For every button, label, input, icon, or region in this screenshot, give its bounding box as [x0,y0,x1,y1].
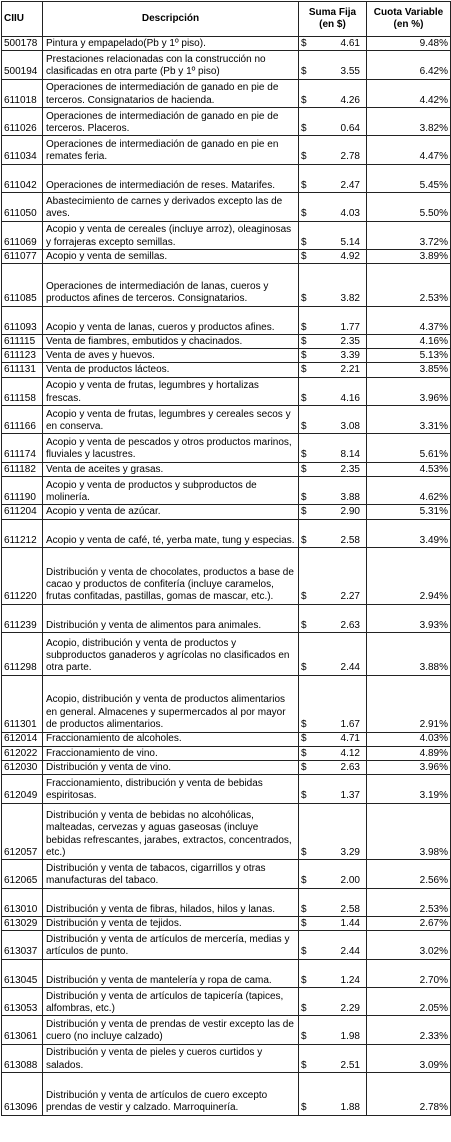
currency-symbol-cell: $ [299,249,317,263]
suma-fija-cell: 2.35 [317,462,367,476]
cuota-variable-cell: 2.70% [367,959,451,987]
suma-fija-cell: 2.90 [317,505,367,519]
suma-fija-cell: 2.27 [317,547,367,604]
currency-symbol-cell: $ [299,363,317,377]
cuota-variable-cell: 2.91% [367,675,451,732]
ciiu-code-cell: 611131 [2,363,43,377]
tariff-table-container [1,1,450,1116]
suma-fija-cell: 1.77 [317,306,367,334]
cuota-variable-cell: 6.42% [367,51,451,79]
currency-symbol-cell: $ [299,959,317,987]
table-row [2,37,451,51]
table-row [2,519,451,547]
table-row [2,335,451,349]
ciiu-code-cell: 611093 [2,306,43,334]
suma-fija-cell: 0.64 [317,107,367,135]
ciiu-code-cell: 611026 [2,107,43,135]
description-cell: Acopio y venta de lanas, cueros y productos afines. [43,306,299,334]
cuota-variable-cell: 5.45% [367,164,451,192]
currency-symbol-cell: $ [299,547,317,604]
currency-symbol-cell: $ [299,136,317,164]
suma-fija-cell: 1.88 [317,1073,367,1116]
description-cell: Operaciones de intermediación de ganado en pie en remates feria. [43,136,299,164]
cuota-variable-cell: 2.53% [367,888,451,916]
suma-fija-cell: 8.14 [317,434,367,462]
cuota-variable-cell: 3.85% [367,363,451,377]
currency-symbol-cell: $ [299,519,317,547]
cuota-variable-cell: 3.96% [367,377,451,405]
ciiu-code-cell: 613096 [2,1073,43,1116]
ciiu-code-cell: 613045 [2,959,43,987]
description-cell: Abastecimiento de carnes y derivados excepto las de aves. [43,193,299,221]
ciiu-code-cell: 611123 [2,349,43,363]
table-row [2,51,451,79]
cuota-variable-cell: 3.93% [367,604,451,632]
description-cell: Distribución y venta de vino. [43,760,299,774]
suma-fija-cell: 1.24 [317,959,367,987]
cuota-variable-cell: 5.50% [367,193,451,221]
cuota-variable-cell: 3.19% [367,775,451,803]
table-row [2,1044,451,1072]
table-row [2,803,451,860]
suma-fija-cell: 1.44 [317,917,367,931]
ciiu-code-cell: 613053 [2,988,43,1016]
ciiu-code-cell: 612022 [2,746,43,760]
cuota-variable-cell: 4.62% [367,477,451,505]
table-row [2,604,451,632]
description-cell: Venta de fiambres, embutidos y chacinados. [43,335,299,349]
table-row [2,363,451,377]
table-row [2,1073,451,1116]
table-row [2,477,451,505]
description-cell: Venta de aceites y grasas. [43,462,299,476]
ciiu-code-cell: 612057 [2,803,43,860]
description-cell: Acopio y venta de cereales (incluye arroz), oleaginosas y forrajeras excepto semillas. [43,221,299,249]
description-cell: Venta de aves y huevos. [43,349,299,363]
description-cell: Distribución y venta de chocolates, productos a base de cacao y productos de confitería (incluye caramelos, frutas confitadas, pastillas, gomas de mascar, etc.). [43,547,299,604]
ciiu-code-cell: 611069 [2,221,43,249]
description-cell: Distribución y venta de tabacos, cigarrillos y otras manufacturas del tabaco. [43,860,299,888]
header-suma-fija: Suma Fija (en $) [299,2,367,37]
table-row [2,434,451,462]
table-row [2,888,451,916]
description-cell: Operaciones de intermediación de ganado en pie de terceros. Placeros. [43,107,299,135]
header-row [2,2,451,37]
cuota-variable-cell: 5.13% [367,349,451,363]
table-row [2,746,451,760]
cuota-variable-cell: 3.82% [367,107,451,135]
table-row [2,136,451,164]
description-cell: Acopio, distribución y venta de productos alimentarios en general. Almacenes y supermercados al por mayor de productos alimentarios. [43,675,299,732]
description-cell: Operaciones de intermediación de lanas, cueros y productos afines de terceros. Consignatarios. [43,264,299,307]
description-cell: Acopio y venta de productos y subproductos de molinería. [43,477,299,505]
suma-fija-cell: 2.21 [317,363,367,377]
cuota-variable-cell: 3.89% [367,249,451,263]
table-row [2,107,451,135]
suma-fija-cell: 4.26 [317,79,367,107]
ciiu-code-cell: 611034 [2,136,43,164]
currency-symbol-cell: $ [299,335,317,349]
description-cell: Distribución y venta de artículos de mercería, medias y artículos de punto. [43,931,299,959]
description-cell: Distribución y venta de bebidas no alcohólicas, malteadas, cervezas y aguas gaseosas (incluye bebidas refrescantes, jarabes, extractos, concentrados, etc.) [43,803,299,860]
table-row [2,675,451,732]
suma-fija-cell: 4.61 [317,37,367,51]
ciiu-code-cell: 611115 [2,335,43,349]
suma-fija-cell: 4.71 [317,732,367,746]
currency-symbol-cell: $ [299,675,317,732]
ciiu-code-cell: 611166 [2,406,43,434]
description-cell: Distribución y venta de pieles y cueros curtidos y salados. [43,1044,299,1072]
table-row [2,349,451,363]
ciiu-code-cell: 613010 [2,888,43,916]
cuota-variable-cell: 3.96% [367,760,451,774]
suma-fija-cell: 2.51 [317,1044,367,1072]
description-cell: Acopio y venta de azúcar. [43,505,299,519]
ciiu-code-cell: 613037 [2,931,43,959]
suma-fija-cell: 2.78 [317,136,367,164]
suma-fija-cell: 3.55 [317,51,367,79]
cuota-variable-cell: 9.48% [367,37,451,51]
currency-symbol-cell: $ [299,264,317,307]
description-cell: Distribución y venta de mantelería y ropa de cama. [43,959,299,987]
table-row [2,775,451,803]
ciiu-code-cell: 611050 [2,193,43,221]
table-row [2,264,451,307]
suma-fija-cell: 2.44 [317,633,367,676]
description-cell: Fraccionamiento de alcoholes. [43,732,299,746]
header-cuota-variable: Cuota Variable (en %) [367,2,451,37]
description-cell: Acopio, distribución y venta de productos y subproductos ganaderos y agrícolas no clasificados en otra parte. [43,633,299,676]
cuota-variable-cell: 3.72% [367,221,451,249]
ciiu-code-cell: 612049 [2,775,43,803]
cuota-variable-cell: 4.37% [367,306,451,334]
table-row [2,406,451,434]
currency-symbol-cell: $ [299,349,317,363]
currency-symbol-cell: $ [299,193,317,221]
currency-symbol-cell: $ [299,164,317,192]
currency-symbol-cell: $ [299,860,317,888]
table-row [2,860,451,888]
description-cell: Acopio y venta de pescados y otros productos marinos, fluviales y lacustres. [43,434,299,462]
description-cell: Acopio y venta de semillas. [43,249,299,263]
header-descripcion: Descripción [43,2,299,37]
description-cell: Distribución y venta de tejidos. [43,917,299,931]
cuota-variable-cell: 3.98% [367,803,451,860]
ciiu-code-cell: 611158 [2,377,43,405]
ciiu-code-cell: 611182 [2,462,43,476]
currency-symbol-cell: $ [299,803,317,860]
ciiu-code-cell: 613088 [2,1044,43,1072]
cuota-variable-cell: 2.05% [367,988,451,1016]
ciiu-code-cell: 613061 [2,1016,43,1044]
table-row [2,917,451,931]
ciiu-code-cell: 611042 [2,164,43,192]
suma-fija-cell: 4.03 [317,193,367,221]
cuota-variable-cell: 2.56% [367,860,451,888]
currency-symbol-cell: $ [299,79,317,107]
cuota-variable-cell: 2.94% [367,547,451,604]
currency-symbol-cell: $ [299,633,317,676]
cuota-variable-cell: 3.31% [367,406,451,434]
suma-fija-cell: 3.39 [317,349,367,363]
currency-symbol-cell: $ [299,107,317,135]
table-row [2,462,451,476]
description-cell: Distribución y venta de prendas de vestir excepto las de cuero (no incluye calzado) [43,1016,299,1044]
cuota-variable-cell: 3.02% [367,931,451,959]
currency-symbol-cell: $ [299,51,317,79]
cuota-variable-cell: 2.78% [367,1073,451,1116]
description-cell: Acopio y venta de café, té, yerba mate, tung y especias. [43,519,299,547]
suma-fija-cell: 2.29 [317,988,367,1016]
description-cell: Pintura y empapelado(Pb y 1º piso). [43,37,299,51]
ciiu-code-cell: 612065 [2,860,43,888]
table-row [2,377,451,405]
suma-fija-cell: 2.58 [317,519,367,547]
suma-fija-cell: 2.00 [317,860,367,888]
currency-symbol-cell: $ [299,306,317,334]
ciiu-code-cell: 612014 [2,732,43,746]
suma-fija-cell: 2.44 [317,931,367,959]
currency-symbol-cell: $ [299,1044,317,1072]
ciiu-code-cell: 611077 [2,249,43,263]
table-row [2,193,451,221]
header-ciiu: CIIU [2,2,43,37]
suma-fija-cell: 2.63 [317,760,367,774]
currency-symbol-cell: $ [299,604,317,632]
currency-symbol-cell: $ [299,917,317,931]
suma-fija-cell: 4.12 [317,746,367,760]
currency-symbol-cell: $ [299,931,317,959]
table-row [2,547,451,604]
cuota-variable-cell: 3.49% [367,519,451,547]
table-row [2,732,451,746]
suma-fija-cell: 1.67 [317,675,367,732]
ciiu-code-cell: 611018 [2,79,43,107]
currency-symbol-cell: $ [299,888,317,916]
currency-symbol-cell: $ [299,221,317,249]
ciiu-code-cell: 611301 [2,675,43,732]
cuota-variable-cell: 4.16% [367,335,451,349]
ciiu-code-cell: 611204 [2,505,43,519]
ciiu-code-cell: 612030 [2,760,43,774]
currency-symbol-cell: $ [299,760,317,774]
table-row [2,505,451,519]
currency-symbol-cell: $ [299,1073,317,1116]
table-row [2,931,451,959]
currency-symbol-cell: $ [299,732,317,746]
table-row [2,988,451,1016]
description-cell: Distribución y venta de artículos de cuero excepto prendas de vestir y calzado. Marroquinería. [43,1073,299,1116]
suma-fija-cell: 1.98 [317,1016,367,1044]
description-cell: Acopio y venta de frutas, legumbres y cereales secos y en conserva. [43,406,299,434]
description-cell: Venta de productos lácteos. [43,363,299,377]
suma-fija-cell: 1.37 [317,775,367,803]
cuota-variable-cell: 4.47% [367,136,451,164]
table-row [2,306,451,334]
description-cell: Distribución y venta de artículos de tapicería (tapices, alfombras, etc.) [43,988,299,1016]
cuota-variable-cell: 4.03% [367,732,451,746]
cuota-variable-cell: 2.53% [367,264,451,307]
suma-fija-cell: 3.08 [317,406,367,434]
description-cell: Distribución y venta de fibras, hilados, hilos y lanas. [43,888,299,916]
suma-fija-cell: 4.16 [317,377,367,405]
cuota-variable-cell: 5.31% [367,505,451,519]
ciiu-code-cell: 611174 [2,434,43,462]
currency-symbol-cell: $ [299,37,317,51]
ciiu-code-cell: 611190 [2,477,43,505]
description-cell: Prestaciones relacionadas con la construcción no clasificadas en otra parte (Pb y 1º piso) [43,51,299,79]
currency-symbol-cell: $ [299,505,317,519]
cuota-variable-cell: 4.42% [367,79,451,107]
cuota-variable-cell: 3.88% [367,633,451,676]
description-cell: Fraccionamiento de vino. [43,746,299,760]
currency-symbol-cell: $ [299,434,317,462]
description-cell: Operaciones de intermediación de ganado en pie de terceros. Consignatarios de hacienda. [43,79,299,107]
description-cell: Acopio y venta de frutas, legumbres y hortalizas frescas. [43,377,299,405]
currency-symbol-cell: $ [299,775,317,803]
ciiu-code-cell: 611212 [2,519,43,547]
currency-symbol-cell: $ [299,377,317,405]
table-row [2,79,451,107]
description-cell: Fraccionamiento, distribución y venta de bebidas espiritosas. [43,775,299,803]
cuota-variable-cell: 4.89% [367,746,451,760]
table-row [2,959,451,987]
ciiu-code-cell: 611085 [2,264,43,307]
suma-fija-cell: 2.35 [317,335,367,349]
currency-symbol-cell: $ [299,746,317,760]
currency-symbol-cell: $ [299,477,317,505]
table-row [2,164,451,192]
cuota-variable-cell: 5.61% [367,434,451,462]
table-body [2,37,451,1116]
ciiu-code-cell: 611220 [2,547,43,604]
suma-fija-cell: 5.14 [317,221,367,249]
table-row [2,633,451,676]
ciiu-code-cell: 500178 [2,37,43,51]
cuota-variable-cell: 2.67% [367,917,451,931]
suma-fija-cell: 2.63 [317,604,367,632]
cuota-variable-cell: 3.09% [367,1044,451,1072]
description-cell: Distribución y venta de alimentos para animales. [43,604,299,632]
cuota-variable-cell: 4.53% [367,462,451,476]
suma-fija-cell: 4.92 [317,249,367,263]
cuota-variable-cell: 2.33% [367,1016,451,1044]
ciiu-code-cell: 500194 [2,51,43,79]
ciiu-code-cell: 613029 [2,917,43,931]
currency-symbol-cell: $ [299,462,317,476]
suma-fija-cell: 3.82 [317,264,367,307]
table-row [2,249,451,263]
suma-fija-cell: 2.47 [317,164,367,192]
suma-fija-cell: 2.58 [317,888,367,916]
currency-symbol-cell: $ [299,988,317,1016]
description-cell: Operaciones de intermediación de reses. Matarifes. [43,164,299,192]
table-row [2,1016,451,1044]
tariff-table [1,1,451,1116]
table-row [2,760,451,774]
suma-fija-cell: 3.29 [317,803,367,860]
table-row [2,221,451,249]
ciiu-code-cell: 611298 [2,633,43,676]
suma-fija-cell: 3.88 [317,477,367,505]
currency-symbol-cell: $ [299,406,317,434]
currency-symbol-cell: $ [299,1016,317,1044]
ciiu-code-cell: 611239 [2,604,43,632]
